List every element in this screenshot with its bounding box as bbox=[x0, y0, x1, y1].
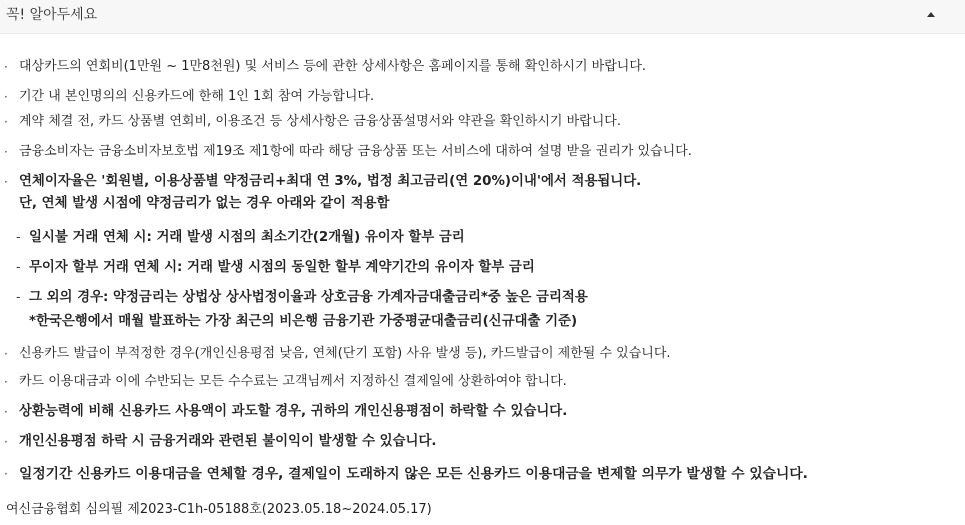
notice-text: 연체이자율은 '회원별, 이용상품별 약정금리+최대 연 3%, 법정 최고금리(연 20%)이내'에서 적용됩니다. bbox=[19, 174, 642, 189]
notice-text: 신용카드 발급이 부적정한 경우(개인신용평점 낮음, 연체(단기 포함) 사유 발생 등), 카드발급이 제한될 수 있습니다. bbox=[19, 346, 671, 361]
notice-text: 대상카드의 연회비(1만원 ~ 1만8천원) 및 서비스 등에 관한 상세사항은 홈페이지를 통해 확인하시기 바랍니다. bbox=[19, 59, 647, 74]
bullet-icon: · bbox=[4, 145, 8, 159]
dash-icon: - bbox=[16, 290, 21, 305]
notice-text: 금융소비자는 금융소비자보호법 제19조 제1항에 따라 해당 금융상품 또는 서비스에 대하여 설명 받을 권리가 있습니다. bbox=[19, 144, 692, 159]
bullet-icon: · bbox=[4, 375, 8, 389]
notice-text: 기간 내 본인명의의 신용카드에 한해 1인 1회 참여 가능합니다. bbox=[19, 89, 375, 104]
notice-text: 개인신용평점 하락 시 금융거래와 관련된 불이익이 발생할 수 있습니다. bbox=[19, 434, 437, 449]
dash-icon: - bbox=[16, 230, 21, 245]
bullet-icon: · bbox=[4, 115, 8, 129]
notice-subtext: 그 외의 경우: 약정금리는 상법상 상사법정이율과 상호금융 가계자금대출금리*중 높은 금리적용 bbox=[29, 290, 588, 305]
notice-header[interactable] bbox=[0, 0, 965, 34]
review-approval-number: 여신금융협회 심의필 제2023-C1h-05188호(2023.05.18~2024.05.17) bbox=[6, 502, 432, 517]
bullet-icon: · bbox=[4, 60, 8, 74]
bullet-icon: · bbox=[4, 467, 8, 481]
bullet-icon: · bbox=[4, 435, 8, 449]
notice-subtext: 무이자 할부 거래 연체 시: 거래 발생 시점의 동일한 할부 계약기간의 유이자 할부 금리 bbox=[29, 260, 535, 275]
notice-text: 계약 체결 전, 카드 상품별 연회비, 이용조건 등 상세사항은 금융상품설명서와 약관을 확인하시기 바랍니다. bbox=[19, 114, 621, 129]
notice-text: 상환능력에 비해 신용카드 사용액이 과도할 경우, 귀하의 개인신용평점이 하락할 수 있습니다. bbox=[19, 404, 568, 419]
bullet-icon: · bbox=[4, 90, 8, 104]
caret-up-icon[interactable] bbox=[927, 12, 935, 17]
notice-subtext: *한국은행에서 매월 발표하는 가장 최근의 비은행 금융기관 가중평균대출금리(신규대출 기준) bbox=[29, 314, 578, 329]
bullet-icon: · bbox=[4, 175, 8, 189]
notice-text: 단, 연체 발생 시점에 약정금리가 없는 경우 아래와 같이 적용함 bbox=[19, 196, 390, 211]
notice-title: 꼭! 알아두세요 bbox=[6, 7, 98, 23]
notice-subtext: 일시불 거래 연체 시: 거래 발생 시점의 최소기간(2개월) 유이자 할부 금리 bbox=[29, 230, 465, 245]
bullet-icon: · bbox=[4, 347, 8, 361]
bullet-icon: · bbox=[4, 405, 8, 419]
dash-icon: - bbox=[16, 260, 21, 275]
notice-text: 일정기간 신용카드 이용대금을 연체할 경우, 결제일이 도래하지 않은 모든 신용카드 이용대금을 변제할 의무가 발생할 수 있습니다. bbox=[19, 466, 808, 482]
notice-text: 카드 이용대금과 이에 수반되는 모든 수수료는 고객님께서 지정하신 결제일에 상환하여야 합니다. bbox=[19, 374, 567, 389]
